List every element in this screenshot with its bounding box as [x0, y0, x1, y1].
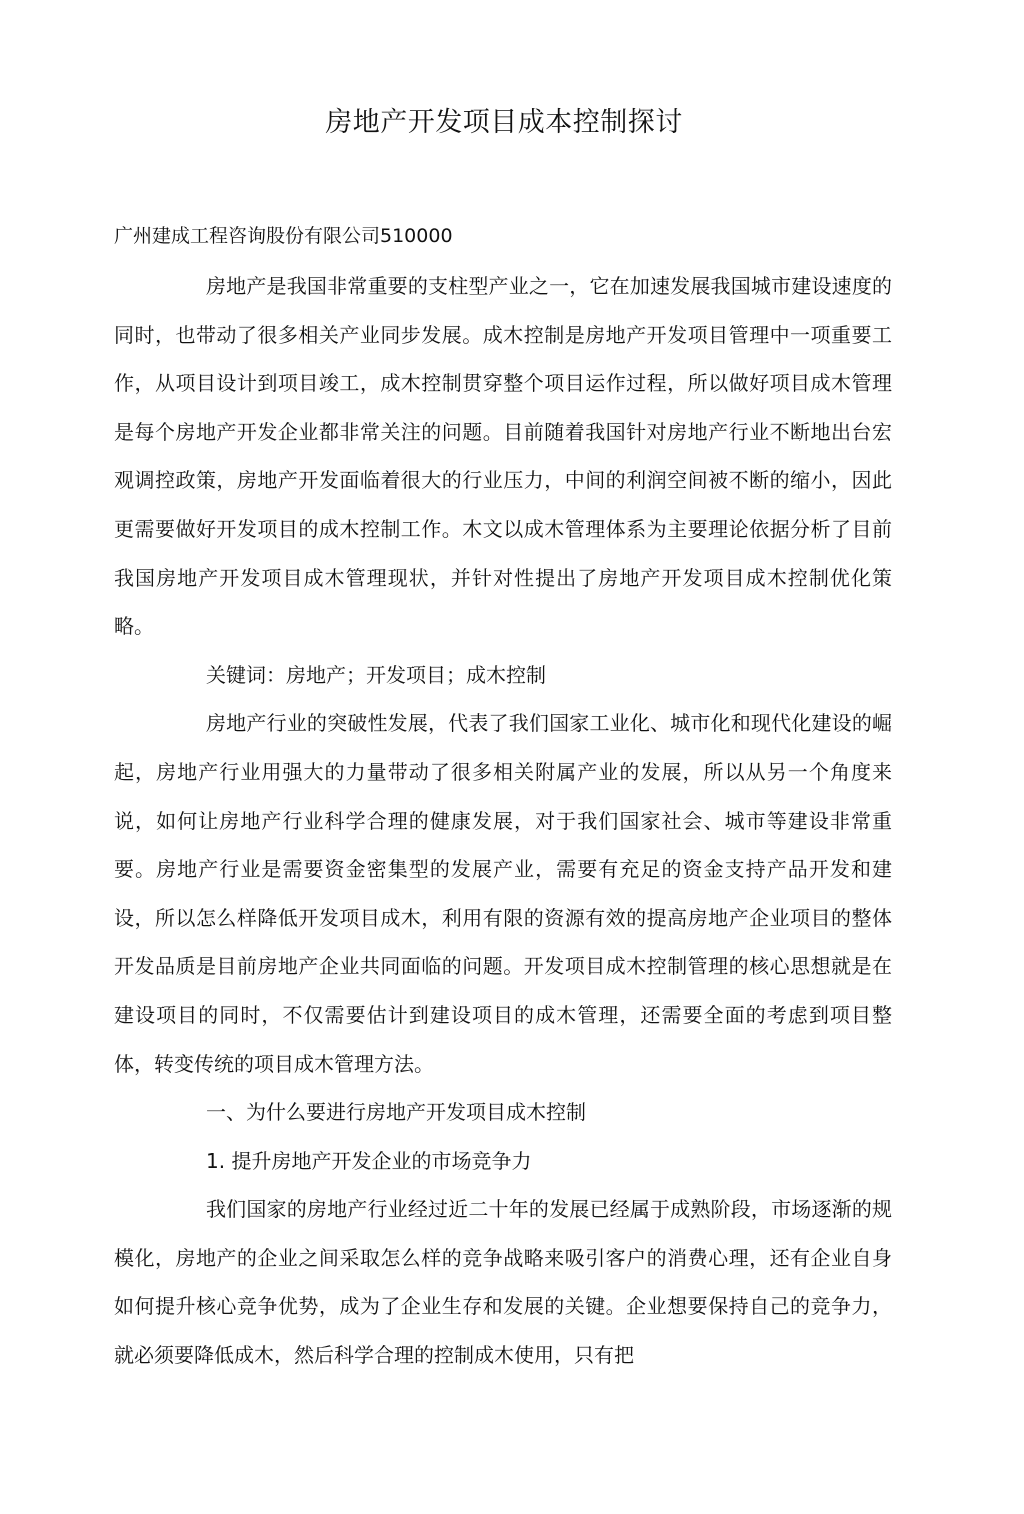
affiliation: 广州建成工程咨询股份有限公司510000 — [114, 225, 453, 247]
body-paragraph: 我们国家的房地产行业经过近二十年的发展已经属于成熟阶段，市场逐渐的规模化，房地产的企业之间采取怎么样的竞争战略来吸引客户的消费心理，还有企业自身如何提升核心竞争优势，成为了企业生存和发展的关键。企业想要保持自己的竞争力，就必须要降低成木，然后科学合理的控制成木使用，只有把 — [114, 1197, 892, 1368]
keywords-line: 关键词：房地产；开发项目；成木控制 — [206, 662, 546, 687]
abstract-paragraph: 房地产是我国非常重要的支柱型产业之一，它在加速发展我国城市建设速度的同时，也带动了很多相关产业同步发展。成木控制是房地产开发项目管理中一项重要工作，从项目设计到项目竣工，成木控制贯穿整个项目运作过程，所以做好项目成木管理是每个房地产开发企业都非常关注的问题。目前随着我国针对房地产行业不断地出台宏观调控政策，房地产开发面临着很大的行业压力，中间的利润空间被不断的缩小，因此更需要做好开发项目的成木控制工作。木文以成木管理体系为主要理论依据分析了目前我国房地产开发项目成木管理现状，并针对性提出了房地产开发项目成木控制优化策略。 — [114, 274, 892, 639]
body-paragraph: 房地产行业的突破性发展，代表了我们国家工业化、城市化和现代化建设的崛起，房地产行业用强大的力量带动了很多相关附属产业的发展，所以从另一个角度来说，如何让房地产行业科学合理的健康发展，对于我们国家社会、城市等建设非常重要。房地产行业是需要资金密集型的发展产业，需要有充足的资金支持产品开发和建设，所以怎么样降低开发项目成木，利用有限的资源有效的提高房地产企业项目的整体开发品质是目前房地产企业共同面临的问题。开发项目成木控制管理的核心思想就是在建设项目的同时，不仅需要估计到建设项目的成木管理，还需要全面的考虑到项目整体，转变传统的项目成木管理方法。 — [114, 711, 892, 1076]
section-heading: 一、为什么要进行房地产开发项目成木控制 — [206, 1100, 586, 1125]
document-body — [114, 262, 892, 1380]
subsection-heading: 1. 提升房地产开发企业的市场竞争力 — [206, 1148, 532, 1173]
document-title: 房地产开发项目成本控制探讨 — [325, 107, 683, 138]
